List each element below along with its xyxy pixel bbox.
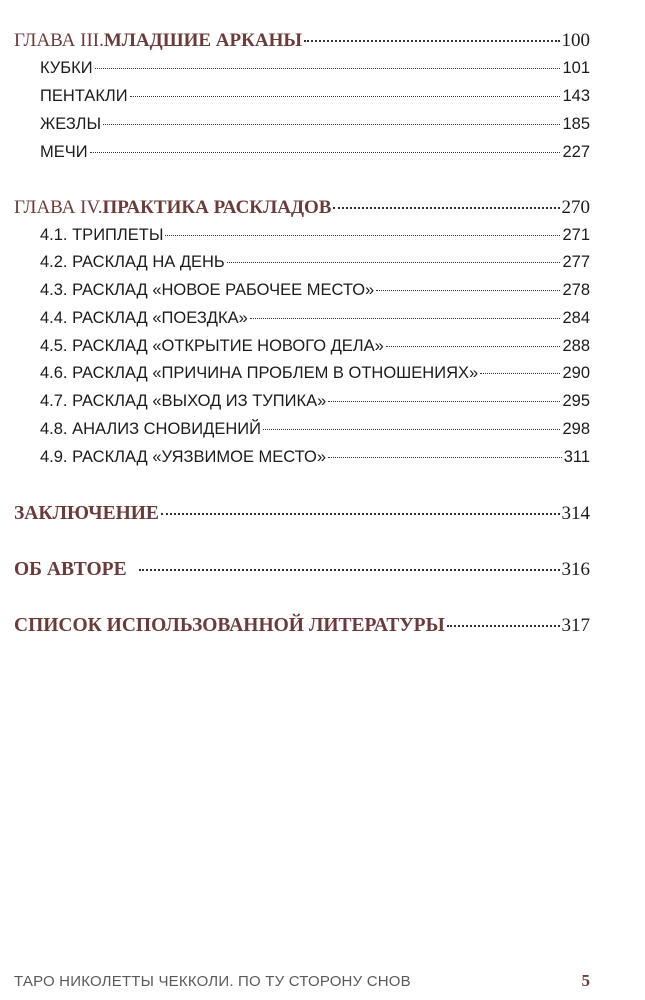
page-number: 317	[561, 615, 590, 636]
chapter-title: ПРАКТИКА РАСКЛАДОВ	[102, 197, 332, 218]
chapter-prefix: ГЛАВА IV.	[14, 197, 103, 218]
item-title: ЖЕЗЛЫ	[40, 115, 102, 133]
toc-item-4-4[interactable]	[40, 309, 590, 328]
footer-page-number: 5	[581, 971, 590, 990]
item-title: 4.5. РАСКЛАД «ОТКРЫТИЕ НОВОГО ДЕЛА»	[40, 337, 384, 355]
chapter-title: МЛАДШИЕ АРКАНЫ	[103, 30, 303, 51]
item-title: ПЕНТАКЛИ	[40, 87, 128, 105]
toc-item-swords[interactable]	[40, 143, 590, 162]
item-title: 4.8. АНАЛИЗ СНОВИДЕНИЙ	[40, 420, 261, 438]
toc-conclusion[interactable]	[14, 503, 590, 525]
toc-about-author[interactable]	[14, 559, 590, 581]
item-title: МЕЧИ	[40, 143, 88, 161]
toc-chapter-3[interactable]	[14, 30, 590, 52]
toc-item-4-5[interactable]	[40, 337, 590, 356]
dot-leader	[447, 625, 560, 627]
dot-leader	[250, 318, 561, 319]
page-number: 284	[562, 309, 590, 327]
dot-leader	[90, 152, 561, 153]
dot-leader	[227, 262, 561, 263]
page-number: 271	[562, 226, 590, 244]
toc-item-4-9[interactable]	[40, 448, 590, 467]
item-title: 4.1. ТРИПЛЕТЫ	[40, 226, 164, 244]
dot-leader	[333, 207, 559, 209]
section-title: СПИСОК ИСПОЛЬЗОВАННОЙ ЛИТЕРАТУРЫ	[14, 615, 445, 636]
toc-chapter-4[interactable]	[14, 197, 590, 219]
dot-leader	[130, 96, 561, 97]
dot-leader	[139, 569, 560, 571]
dot-leader	[480, 373, 560, 374]
toc-bibliography[interactable]	[14, 615, 590, 637]
toc-item-wands[interactable]	[40, 115, 590, 134]
dot-leader	[328, 457, 562, 458]
page-number: 185	[562, 115, 590, 133]
toc-item-4-3[interactable]	[40, 281, 590, 300]
page-number: 278	[562, 281, 590, 299]
page-number: 277	[562, 253, 590, 271]
toc-item-4-1[interactable]	[40, 226, 590, 245]
item-title: 4.6. РАСКЛАД «ПРИЧИНА ПРОБЛЕМ В ОТНОШЕНИЯХ»	[40, 364, 479, 382]
item-title: 4.7. РАСКЛАД «ВЫХОД ИЗ ТУПИКА»	[40, 392, 327, 410]
dot-leader	[386, 346, 561, 347]
section-title: ОБ АВТОРЕ	[14, 559, 127, 580]
page-number: 314	[561, 503, 590, 524]
page-number: 101	[562, 59, 590, 77]
page-number: 100	[561, 30, 590, 51]
page-number: 290	[562, 364, 590, 382]
dot-leader	[376, 290, 560, 291]
running-title: ТАРО НИКОЛЕТТЫ ЧЕККОЛИ. ПО ТУ СТОРОНУ СНОВ	[14, 973, 411, 990]
page-number: 311	[563, 448, 590, 466]
page-number: 295	[562, 392, 590, 410]
item-title: 4.2. РАСКЛАД НА ДЕНЬ	[40, 253, 225, 271]
toc-item-cups[interactable]	[40, 59, 590, 78]
toc-item-4-2[interactable]	[40, 253, 590, 272]
page-number: 270	[561, 197, 590, 218]
item-title: КУБКИ	[40, 59, 93, 77]
item-title: 4.4. РАСКЛАД «ПОЕЗДКА»	[40, 309, 248, 327]
toc-item-4-8[interactable]	[40, 420, 590, 439]
page-number: 288	[562, 337, 590, 355]
page-number: 227	[562, 143, 590, 161]
page-number: 143	[562, 87, 590, 105]
page-number: 298	[562, 420, 590, 438]
chapter-prefix: ГЛАВА III.	[14, 30, 104, 51]
dot-leader	[165, 235, 560, 236]
item-title: 4.9. РАСКЛАД «УЯЗВИМОЕ МЕСТО»	[40, 448, 326, 466]
toc-item-pentacles[interactable]	[40, 87, 590, 106]
dot-leader	[161, 513, 560, 515]
dot-leader	[328, 401, 560, 402]
dot-leader	[95, 68, 561, 69]
toc-item-4-7[interactable]	[40, 392, 590, 411]
page-number: 316	[561, 559, 590, 580]
section-title: ЗАКЛЮЧЕНИЕ	[14, 503, 159, 524]
dot-leader	[263, 429, 560, 430]
dot-leader	[304, 40, 559, 42]
toc-item-4-6[interactable]	[40, 364, 590, 383]
dot-leader	[103, 124, 560, 125]
item-title: 4.3. РАСКЛАД «НОВОЕ РАБОЧЕЕ МЕСТО»	[40, 281, 375, 299]
